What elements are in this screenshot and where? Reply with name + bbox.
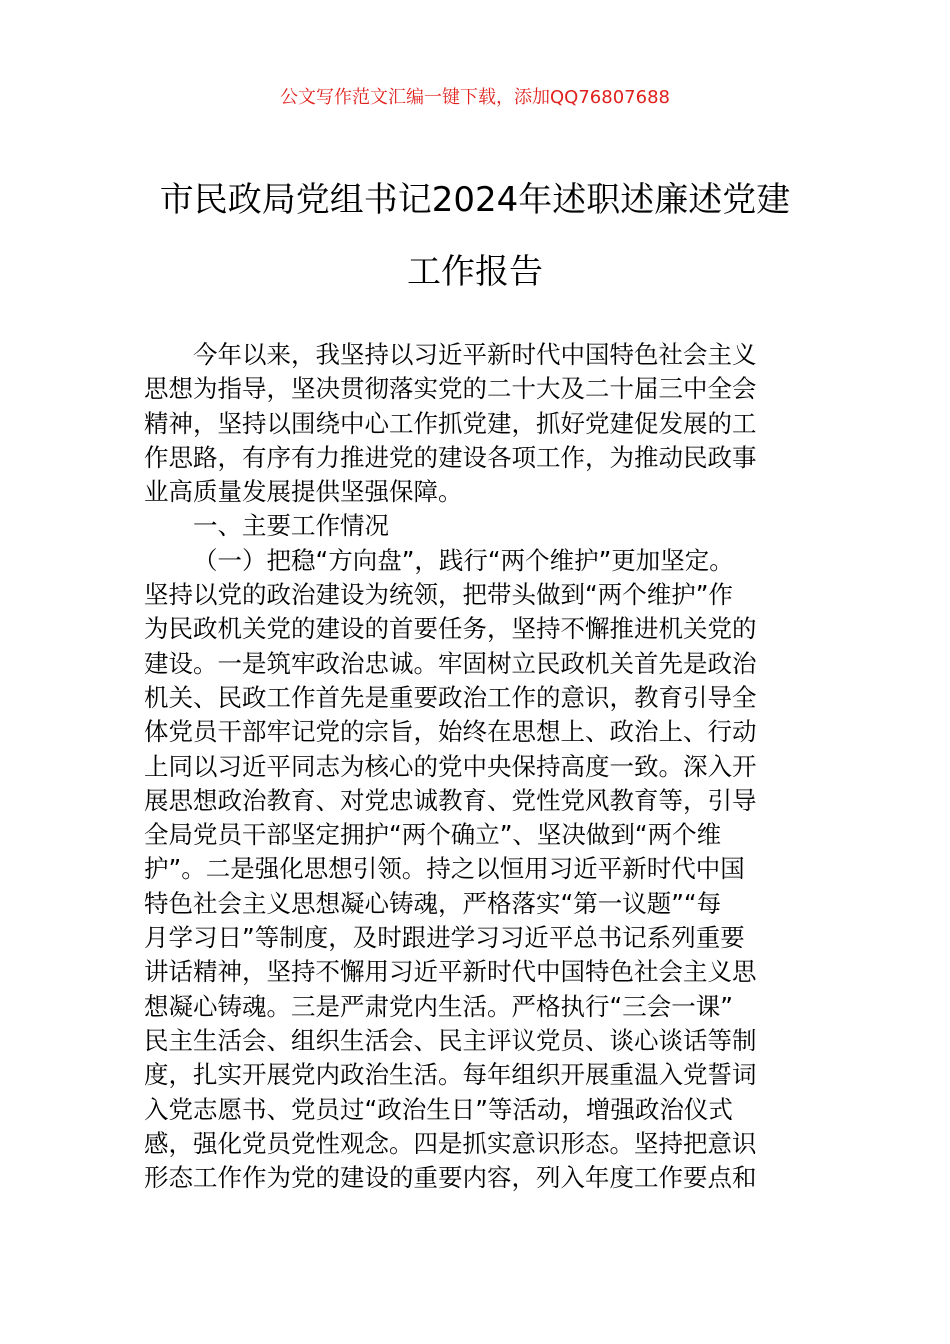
body-line: 讲话精神，坚持不懈用习近平新时代中国特色社会主义思 <box>144 957 757 987</box>
body-line: 今年以来，我坚持以习近平新时代中国特色社会主义 <box>193 340 757 369</box>
document-title-line-2: 工作报告 <box>407 252 543 292</box>
body-line: 度，扎实开展党内政治生活。每年组织开展重温入党誓词 <box>144 1060 757 1090</box>
body-line: 形态工作作为党的建设的重要内容，列入年度工作要点和 <box>144 1163 757 1193</box>
body-line: 想凝心铸魂。三是严肃党内生活。严格执行“三会一课” <box>144 991 733 1021</box>
body-line: 体党员干部牢记党的宗旨，始终在思想上、政治上、行动 <box>144 717 757 747</box>
body-line: 感，强化党员党性观念。四是抓实意识形态。坚持把意识 <box>144 1128 757 1158</box>
body-line: 建设。一是筑牢政治忠诚。牢固树立民政机关首先是政治 <box>144 648 757 678</box>
body-line: 护”。二是强化思想引领。持之以恒用习近平新时代中国 <box>144 854 745 884</box>
body-line: 入党志愿书、党员过“政治生日”等活动，增强政治仪式 <box>144 1094 733 1124</box>
body-line: 业高质量发展提供坚强保障。 <box>144 477 463 507</box>
download-notice: 公文写作范文汇编一键下载，添加QQ76807688 <box>280 87 670 108</box>
body-line: 坚持以党的政治建设为统领，把带头做到“两个维护”作 <box>144 580 733 610</box>
body-line: 上同以习近平同志为核心的党中央保持高度一致。深入开 <box>144 751 757 781</box>
document-title-line-1: 市民政局党组书记2024年述职述廉述党建 <box>159 180 791 220</box>
body-line: 思想为指导，坚决贯彻落实党的二十大及二十届三中全会 <box>144 374 757 404</box>
body-line: 作思路，有序有力推进党的建设各项工作，为推动民政事 <box>144 442 757 472</box>
document-body <box>144 338 812 1195</box>
body-line: 展思想政治教育、对党忠诚教育、党性党风教育等，引导 <box>144 785 757 815</box>
subsection-heading: （一）把稳“方向盘”，践行“两个维护”更加坚定。 <box>193 545 734 575</box>
body-line: 民主生活会、组织生活会、民主评议党员、谈心谈话等制 <box>144 1025 757 1055</box>
body-line: 特色社会主义思想凝心铸魂，严格落实“第一议题”“每 <box>144 888 722 918</box>
body-line: 精神，坚持以围绕中心工作抓党建，抓好党建促发展的工 <box>144 408 757 438</box>
section-heading: 一、主要工作情况 <box>193 511 389 541</box>
body-line: 月学习日”等制度，及时跟进学习习近平总书记系列重要 <box>144 923 745 953</box>
body-line: 全局党员干部坚定拥护“两个确立”、坚决做到“两个维 <box>144 820 722 850</box>
body-line: 为民政机关党的建设的首要任务，坚持不懈推进机关党的 <box>144 614 757 644</box>
body-line: 机关、民政工作首先是重要政治工作的意识，教育引导全 <box>144 682 757 712</box>
